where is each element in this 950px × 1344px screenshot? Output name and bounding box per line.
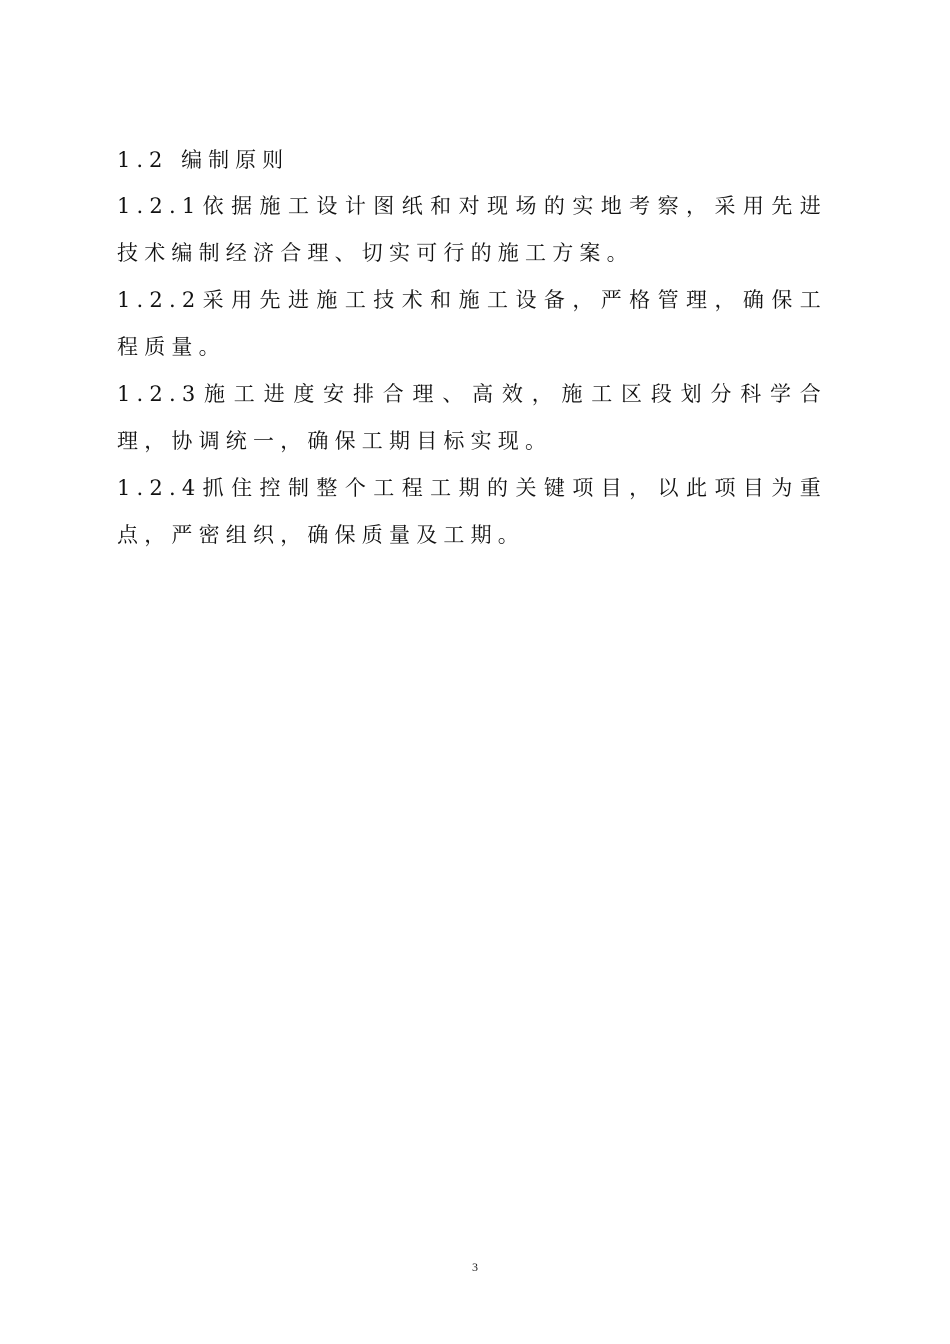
page-number: 3 xyxy=(472,1260,478,1274)
paragraph-1-2-3: 1.2.3施工进度安排合理、高效，施工区段划分科学合理，协调统一，确保工期目标实现。 xyxy=(117,382,827,453)
paragraph-1-2-1: 1.2.1依据施工设计图纸和对现场的实地考察，采用先进技术编制经济合理、切实可行的施工方案。 xyxy=(117,194,827,265)
paragraph-1-2-2: 1.2.2采用先进施工技术和施工设备，严格管理，确保工程质量。 xyxy=(117,288,827,359)
section-heading: 1.2 编制原则 xyxy=(117,148,290,172)
paragraph-1-2-4: 1.2.4抓住控制整个工程工期的关键项目，以此项目为重点，严密组织，确保质量及工期。 xyxy=(117,476,827,547)
page-content xyxy=(117,137,827,559)
